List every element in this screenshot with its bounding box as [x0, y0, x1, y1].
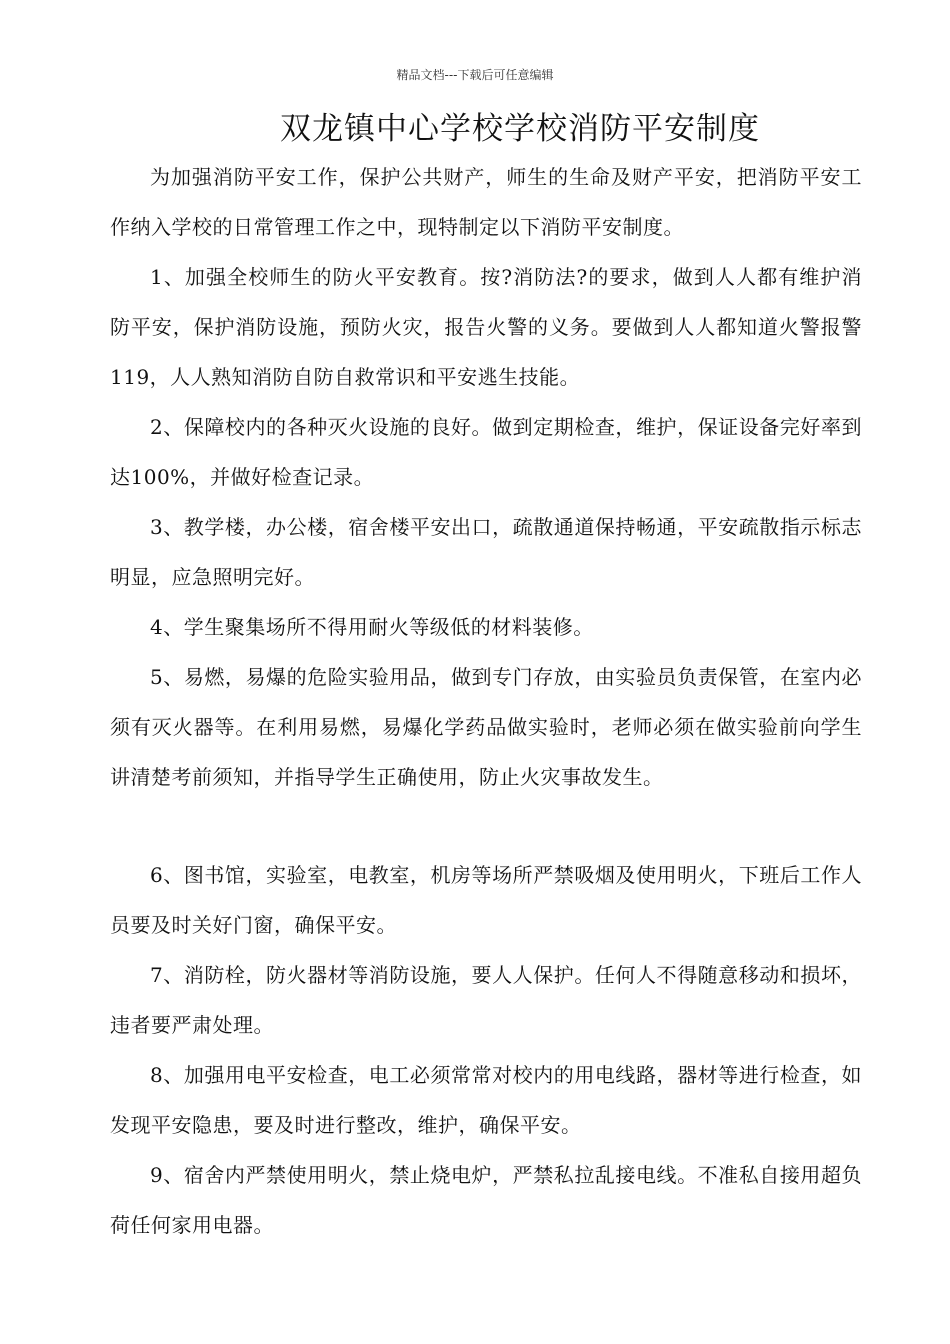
rule-5-paragraph: 5、易燃，易爆的危险实验用品，做到专门存放，由实验员负责保管，在室内必须有灭火器等。在利用易燃，易爆化学药品做实验时，老师必须在做实验前向学生讲清楚考前须知，并指导学生正确使用，防止火灾事故发生。 [110, 665, 862, 789]
header-note: 精品文档---下载后可任意编辑 [396, 68, 554, 82]
rule-9-paragraph: 9、宿舍内严禁使用明火，禁止烧电炉，严禁私拉乱接电线。不准私自接用超负荷任何家用电器。 [110, 1163, 862, 1237]
rule-8-paragraph: 8、加强用电平安检查，电工必须常常对校内的用电线路，器材等进行检查，如发现平安隐患，要及时进行整改，维护，确保平安。 [110, 1063, 862, 1137]
paragraph-gap [110, 802, 862, 850]
intro-paragraph: 为加强消防平安工作，保护公共财产，师生的生命及财产平安，把消防平安工作纳入学校的日常管理工作之中，现特制定以下消防平安制度。 [110, 165, 862, 239]
rule-2-paragraph: 2、保障校内的各种灭火设施的良好。做到定期检查，维护，保证设备完好率到达100%，并做好检查记录。 [110, 415, 862, 489]
document-body [110, 152, 890, 1250]
document-title: 双龙镇中心学校学校消防平安制度 [280, 111, 760, 147]
rule-6-paragraph: 6、图书馆，实验室，电教室，机房等场所严禁吸烟及使用明火，下班后工作人员要及时关好门窗，确保平安。 [110, 863, 862, 937]
rule-1-paragraph: 1、加强全校师生的防火平安教育。按?消防法?的要求，做到人人都有维护消防平安，保护消防设施，预防火灾，报告火警的义务。要做到人人都知道火警报警 119，人人熟知消防自防自救常识和平安逃生技能。 [110, 265, 890, 389]
rule-3-paragraph: 3、教学楼，办公楼，宿舍楼平安出口，疏散通道保持畅通，平安疏散指示标志明显，应急照明完好。 [110, 515, 862, 589]
rule-4-paragraph: 4、学生聚集场所不得用耐火等级低的材料装修。 [150, 615, 594, 639]
rule-7-paragraph: 7、消防栓，防火器材等消防设施，要人人保护。任何人不得随意移动和损坏，违者要严肃处理。 [110, 963, 862, 1037]
